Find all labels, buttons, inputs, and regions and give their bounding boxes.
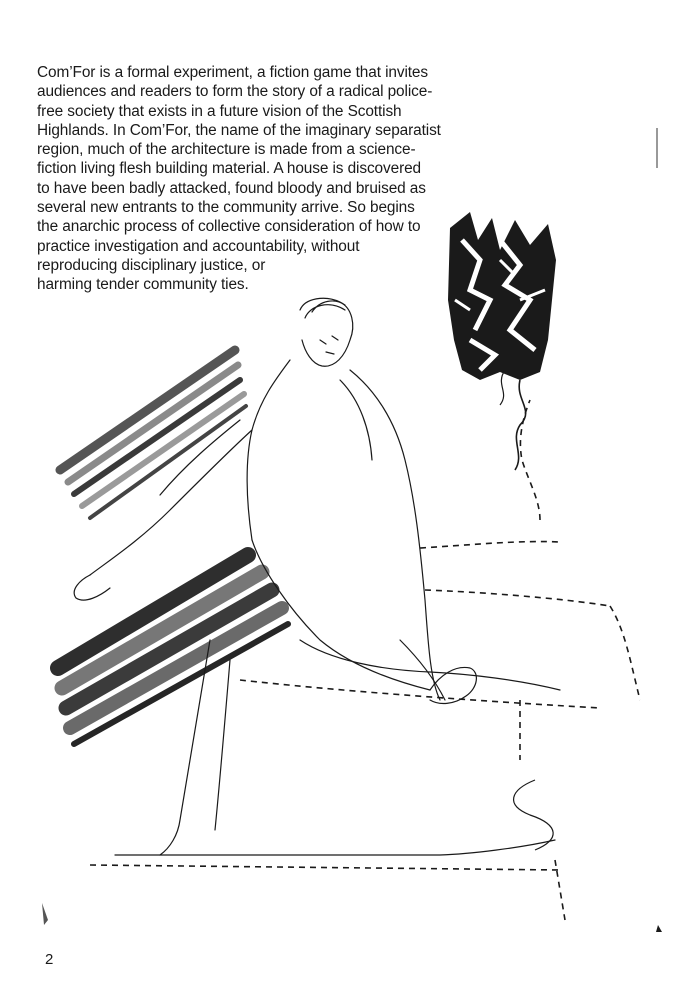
intro-paragraph: Com’For is a formal experiment, a fiction game that invites audiences and readers to form the story of a radical police- free society that exists in a future vision of the Scottish Highlands. In Com’For, the name of the imaginary separatist region, much of the architecture is made from a science- fiction living flesh building material. A house is discovered to have been badly attacked, found bloody and bruised as several new entrants to the community arrive. So begins the anarchic process of collective consideration of how to practice investigation and accountability, without reproducing disciplinary justice, or harming tender community ties. (37, 64, 441, 294)
page-number: 2 (45, 951, 54, 968)
bench-outline (90, 400, 640, 920)
squiggle (514, 780, 554, 850)
graffiti-tag (448, 212, 556, 470)
corner-mark-left (42, 903, 48, 925)
figure-drawing (74, 298, 560, 855)
wash-bars-upper (60, 350, 246, 518)
corner-mark-right (656, 925, 662, 932)
wash-bars-lower (58, 555, 288, 744)
